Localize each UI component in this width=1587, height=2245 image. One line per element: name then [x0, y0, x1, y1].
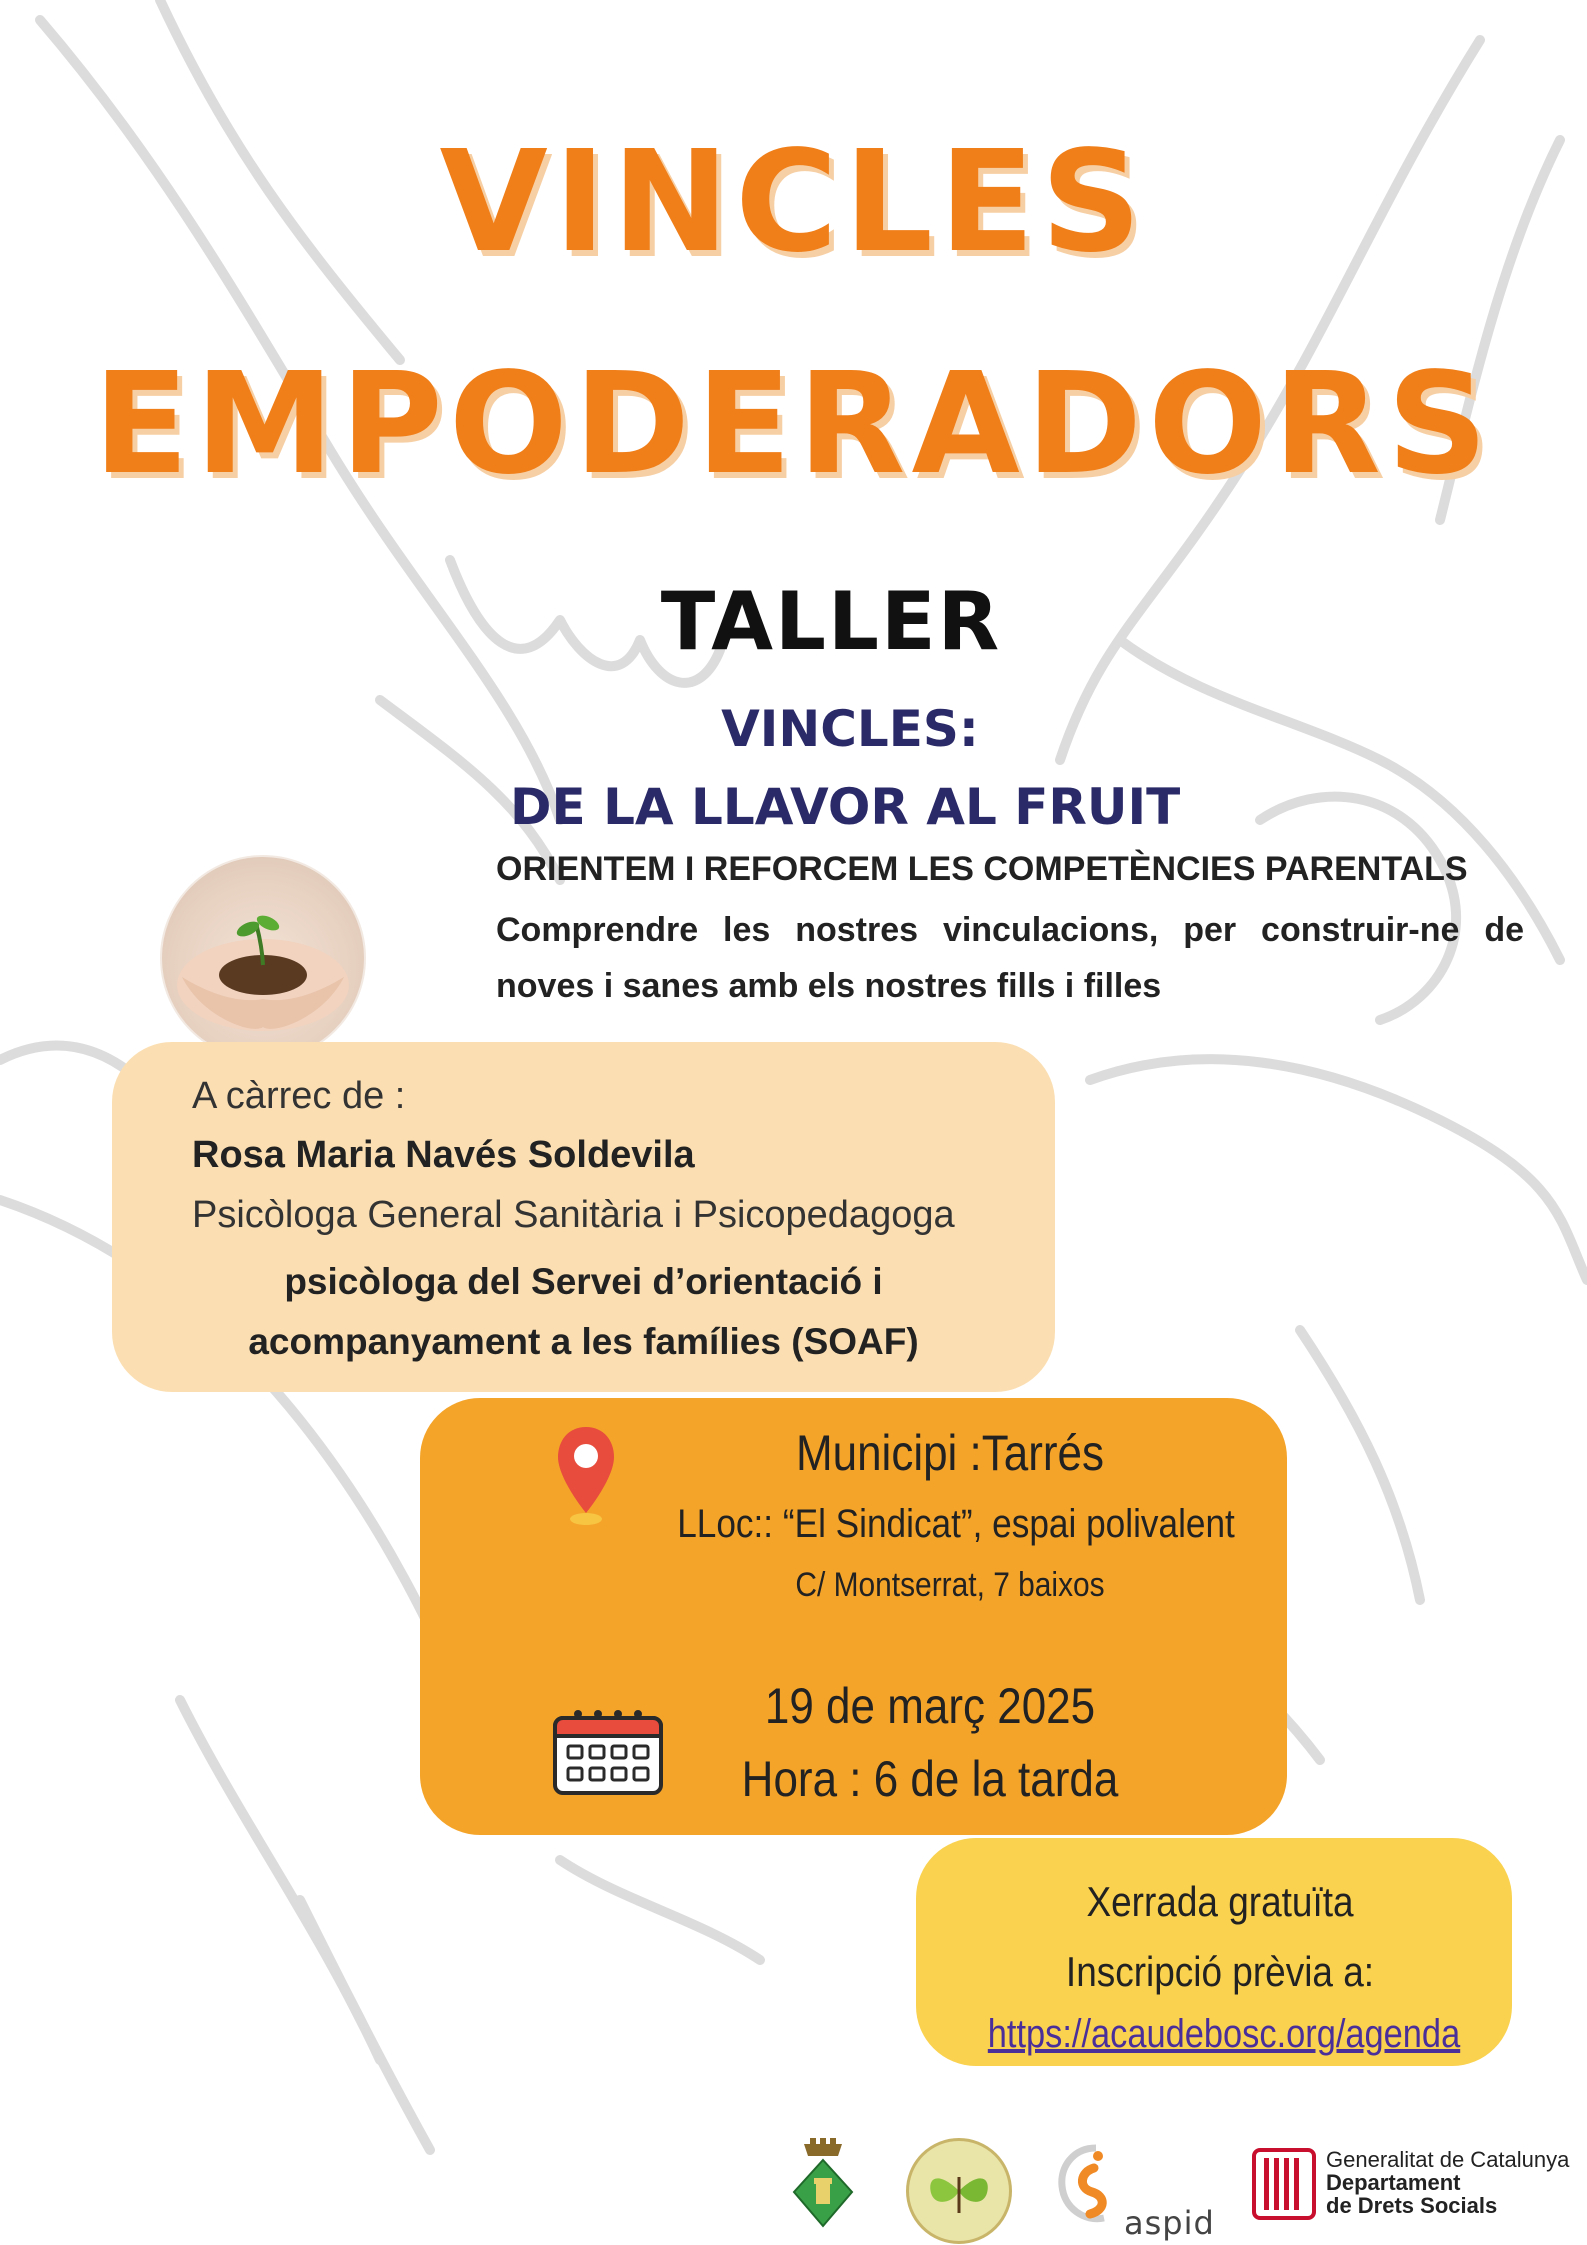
- subtitle-line-1: VINCLES:: [721, 700, 979, 758]
- event-date: 19 de març 2025: [764, 1678, 1096, 1734]
- intro-description: Comprendre les nostres vinculacions, per construir-ne de noves i sanes amb els nostres fills i filles: [496, 911, 1524, 1005]
- generalitat-line-2: Departament: [1326, 2170, 1461, 2195]
- event-time: Hora : 6 de la tarda: [741, 1751, 1119, 1807]
- generalitat-flag-icon: [1252, 2148, 1316, 2220]
- event-municipality: Municipi :Tarrés: [795, 1425, 1105, 1481]
- hands-seedling-photo: [160, 855, 366, 1061]
- author-organization: [112, 1252, 1055, 1372]
- title-line-2: EMPODERADORS: [93, 343, 1494, 506]
- subtitle-line-2: DE LA LLAVOR AL FRUIT: [510, 778, 1181, 836]
- generalitat-line-3: de Drets Socials: [1326, 2193, 1498, 2218]
- event-place: LLoc:: “El Sindicat”, espai polivalent: [677, 1502, 1235, 1546]
- acau-de-bosc-logo: [906, 2138, 1012, 2244]
- town-shield-logo: [790, 2138, 856, 2228]
- free-talk-text: Xerrada gratuïta: [1086, 1878, 1354, 1925]
- author-role: Psicòloga General Sanitària i Psicopedagoga: [192, 1194, 955, 1236]
- intro-tagline: ORIENTEM I REFORCEM LES COMPETÈNCIES PARENTALS: [496, 850, 1468, 888]
- workshop-label: TALLER: [660, 575, 1002, 668]
- generalitat-logo-text: [1326, 2148, 1569, 2217]
- author-label: A càrrec de :: [192, 1075, 406, 1117]
- author-name: Rosa Maria Navés Soldevila: [192, 1134, 695, 1176]
- aspid-logo-text: aspid: [1124, 2204, 1215, 2242]
- registration-link[interactable]: https://acaudebosc.org/agenda: [987, 2012, 1461, 2056]
- calendar-icon: [552, 1706, 664, 1796]
- generalitat-line-1: Generalitat de Catalunya: [1326, 2147, 1570, 2172]
- event-address: C/ Montserrat, 7 baixos: [795, 1566, 1105, 1604]
- title-line-1: VINCLES: [439, 121, 1148, 284]
- author-org-line-2: acompanyament a les famílies (SOAF): [248, 1321, 919, 1362]
- location-pin-icon: [554, 1423, 618, 1527]
- registration-text: Inscripció prèvia a:: [1065, 1948, 1375, 1995]
- author-org-line-1: psicòloga del Servei d’orientació i: [284, 1261, 883, 1302]
